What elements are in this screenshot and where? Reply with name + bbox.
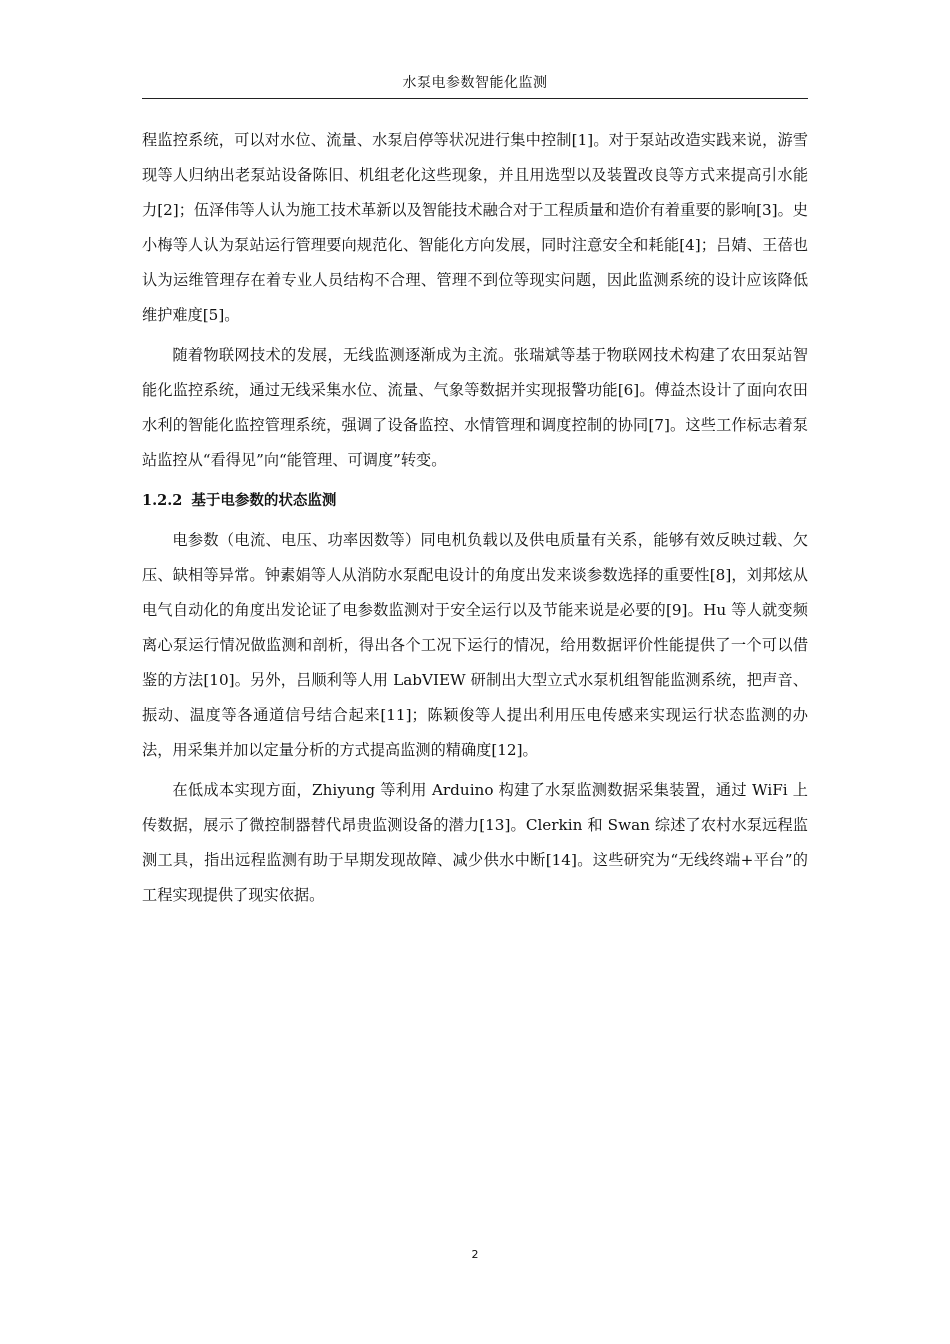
section-number: 1.2.2 [142, 492, 183, 509]
paragraph-iot-monitoring: 随着物联网技术的发展，无线监测逐渐成为主流。张瑞斌等基于物联网技术构建了农田泵站智能化监控系统，通过无线采集水位、流量、气象等数据并实现报警功能[6]。傅益杰设计了面向农田水利的智能化监控管理系统，强调了设备监控、水情管理和调度控制的协同[7]。这些工作标志着泵站监控从“看得见”向“能管理、可调度”转变。 [142, 346, 808, 469]
body-text [142, 123, 808, 913]
paragraph-low-cost: 在低成本实现方面，Zhiyung 等利用 Arduino 构建了水泵监测数据采集装置，通过 WiFi 上传数据，展示了微控制器替代昂贵监测设备的潜力[13]。Clerkin 和 Swan 综述了农村水泵远程监测工具，指出远程监测有助于早期发现故障、减少供水中断[14]。这些研究为“无线终端+平台”的工程实现提供了现实依据。 [142, 781, 808, 904]
paragraph-electrical-parameters: 电参数（电流、电压、功率因数等）同电机负载以及供电质量有关系，能够有效反映过载、欠压、缺相等异常。钟素娟等人从消防水泵配电设计的角度出发来谈参数选择的重要性[8]，刘邦炫从电气自动化的角度出发论证了电参数监测对于安全运行以及节能来说是必要的[9]。Hu 等人就变频离心泵运行情况做监测和剖析，得出各个工况下运行的情况，给用数据评价性能提供了一个可以借鉴的方法[10]。另外，吕顺利等人用 LabVIEW 研制出大型立式水泵机组智能监测系统，把声音、振动、温度等各通道信号结合起来[11]；陈颖俊等人提出利用压电传感来实现运行状态监测的办法，用采集并加以定量分析的方式提高监测的精确度[12]。 [142, 531, 808, 759]
section-heading [142, 483, 808, 518]
page-number: 2 [471, 1248, 479, 1261]
running-header-title: 水泵电参数智能化监测 [402, 75, 548, 91]
header-divider [142, 98, 808, 99]
section-title: 基于电参数的状态监测 [191, 493, 337, 509]
paragraph-continued: 程监控系统，可以对水位、流量、水泵启停等状况进行集中控制[1]。对于泵站改造实践来说，游雪现等人归纳出老泵站设备陈旧、机组老化这些现象，并且用选型以及装置改良等方式来提高引水能力[2]；伍泽伟等人认为施工技术革新以及智能技术融合对于工程质量和造价有着重要的影响[3]。史小梅等人认为泵站运行管理要向规范化、智能化方向发展，同时注意安全和耗能[4]；吕婧、王蓓也认为运维管理存在着专业人员结构不合理、管理不到位等现实问题，因此监测系统的设计应该降低维护难度[5]。 [142, 131, 808, 324]
